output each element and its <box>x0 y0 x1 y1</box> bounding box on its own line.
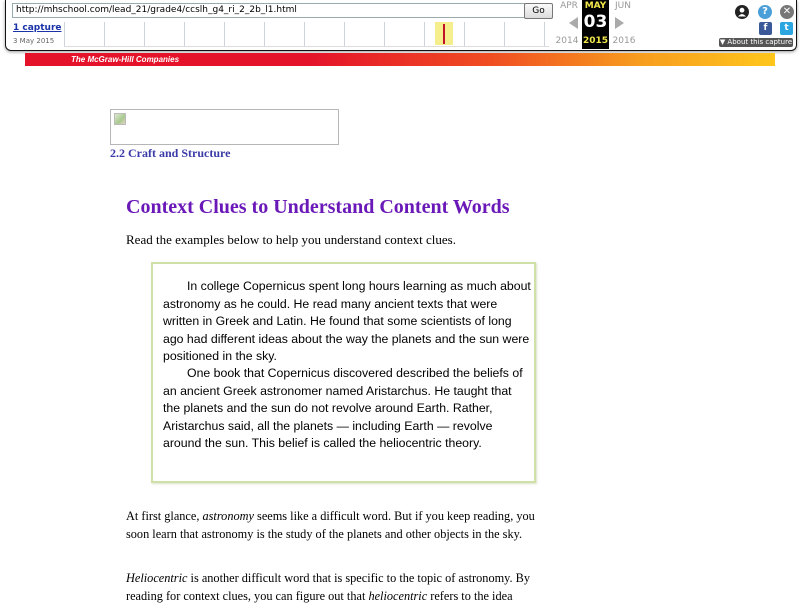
broken-image-icon <box>114 113 126 125</box>
example-passage-box <box>151 262 536 483</box>
sparkline-capture-mark[interactable] <box>443 24 445 44</box>
prev-month-label[interactable]: APR <box>560 1 578 11</box>
publisher-band <box>25 53 775 66</box>
prev-arrow-icon[interactable] <box>569 17 578 29</box>
publisher-logo: The McGraw-Hill Companies <box>71 55 180 64</box>
url-input[interactable]: http://mhschool.com/lead_21/grade4/ccslh_g4_ri_2_2b_l1.html <box>12 3 525 18</box>
passage-paragraph: In college Copernicus spent long hours learning as much about astronomy as he could. He read many ancient texts that were written in Greek and Latin. He found that some scientists of long ago had different ideas about the way the planets and the sun were positioned in the sky. <box>163 279 531 363</box>
text-segment: seems like a difficult word. But if you keep reading, you soon learn that astronomy is the study of the planets and other objects in the sky. <box>126 509 535 541</box>
help-icon[interactable]: ? <box>758 5 772 19</box>
text-segment: At first glance, <box>126 509 203 523</box>
go-button[interactable]: Go <box>524 3 553 19</box>
twitter-icon[interactable]: t <box>780 22 793 35</box>
capture-date: 3 May 2015 <box>13 37 55 45</box>
close-icon[interactable]: ✕ <box>780 5 794 19</box>
current-year: 2015 <box>582 36 609 46</box>
explanation-paragraph <box>126 508 536 543</box>
broken-banner-image <box>110 109 339 145</box>
text-segment: is another difficult word that is specific to the topic of astronomy. By reading for context clues, you can figure out that <box>126 571 531 603</box>
next-year-label[interactable]: 2016 <box>612 36 636 46</box>
current-month: MAY <box>584 1 607 11</box>
next-arrow-icon[interactable] <box>615 17 624 29</box>
intro-text: Read the examples below to help you understand context clues. <box>126 232 456 247</box>
vocabulary-term: Heliocentric <box>126 571 188 585</box>
facebook-icon[interactable]: f <box>759 22 772 35</box>
vocabulary-term: heliocentric <box>368 588 428 603</box>
wayback-toolbar <box>5 0 797 51</box>
passage-paragraph: One book that Copernicus discovered described the beliefs of an ancient Greek astronomer named Aristarchus. He taught that the planets and the sun do not revolve around Earth. Rather, Aristarchus said, all the planets — including Earth — revolve around the sun. This belief is called the heliocentric theory. <box>163 366 523 450</box>
capture-sparkline[interactable] <box>64 22 549 47</box>
current-day: 03 <box>583 12 608 32</box>
user-icon[interactable] <box>735 5 749 19</box>
vocabulary-term: astronomy <box>202 509 254 523</box>
page-title: Context Clues to Understand Content Words <box>126 196 510 218</box>
about-capture-button[interactable]: ▼ About this capture <box>719 38 793 46</box>
next-month-label[interactable]: JUN <box>615 1 631 11</box>
text-segment: refers to the idea <box>427 588 513 603</box>
captures-link[interactable]: 1 capture <box>13 23 62 33</box>
current-capture-date <box>582 0 609 49</box>
prev-year-label[interactable]: 2014 <box>555 36 579 46</box>
section-label: 2.2 Craft and Structure <box>110 146 231 160</box>
